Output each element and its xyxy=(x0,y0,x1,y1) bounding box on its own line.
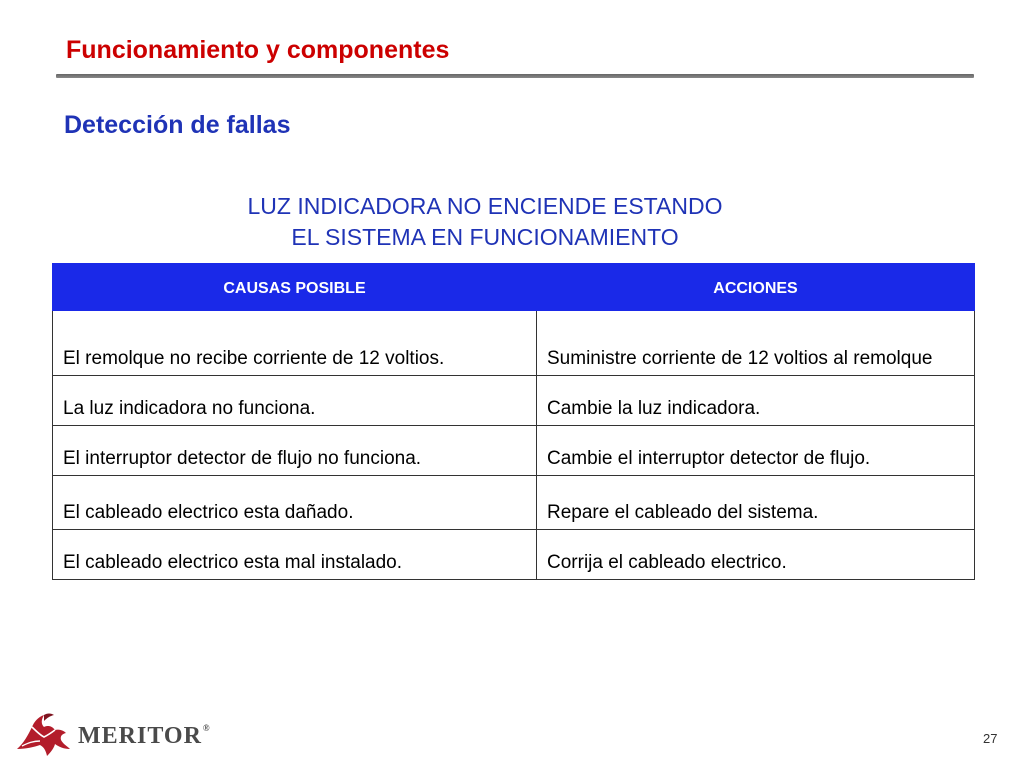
action-cell: Corrija el cableado electrico. xyxy=(537,530,975,580)
cause-cell: El interruptor detector de flujo no funciona. xyxy=(53,426,537,476)
slide-title: Funcionamiento y componentes xyxy=(66,36,450,64)
subtitle-line-1: LUZ INDICADORA NO ENCIENDE ESTANDO xyxy=(247,193,723,219)
section-title: Detección de fallas xyxy=(64,111,291,139)
table-row xyxy=(53,476,975,530)
fault-table xyxy=(52,263,975,580)
column-header-actions: ACCIONES xyxy=(537,264,975,311)
title-divider xyxy=(56,74,974,78)
brand-wordmark xyxy=(78,723,211,750)
subtitle-line-2: EL SISTEMA EN FUNCIONAMIENTO xyxy=(291,224,679,250)
cause-cell: El remolque no recibe corriente de 12 voltios. xyxy=(53,311,537,376)
cause-cell: El cableado electrico esta dañado. xyxy=(53,476,537,530)
table-subtitle xyxy=(160,191,810,253)
table-row xyxy=(53,311,975,376)
page-number: 27 xyxy=(983,731,998,746)
table-header-row xyxy=(53,264,975,311)
cause-cell: El cableado electrico esta mal instalado. xyxy=(53,530,537,580)
table-row xyxy=(53,376,975,426)
bull-logo-icon xyxy=(14,713,72,759)
cause-cell: La luz indicadora no funciona. xyxy=(53,376,537,426)
table-row xyxy=(53,530,975,580)
action-cell: Repare el cableado del sistema. xyxy=(537,476,975,530)
meritor-logo xyxy=(14,712,211,760)
action-cell: Cambie el interruptor detector de flujo. xyxy=(537,426,975,476)
action-cell: Suministre corriente de 12 voltios al remolque xyxy=(537,311,975,376)
table-row xyxy=(53,426,975,476)
brand-name: MERITOR xyxy=(78,722,202,749)
registered-mark: ® xyxy=(202,722,211,733)
column-header-causes: CAUSAS POSIBLE xyxy=(53,264,537,311)
action-cell: Cambie la luz indicadora. xyxy=(537,376,975,426)
